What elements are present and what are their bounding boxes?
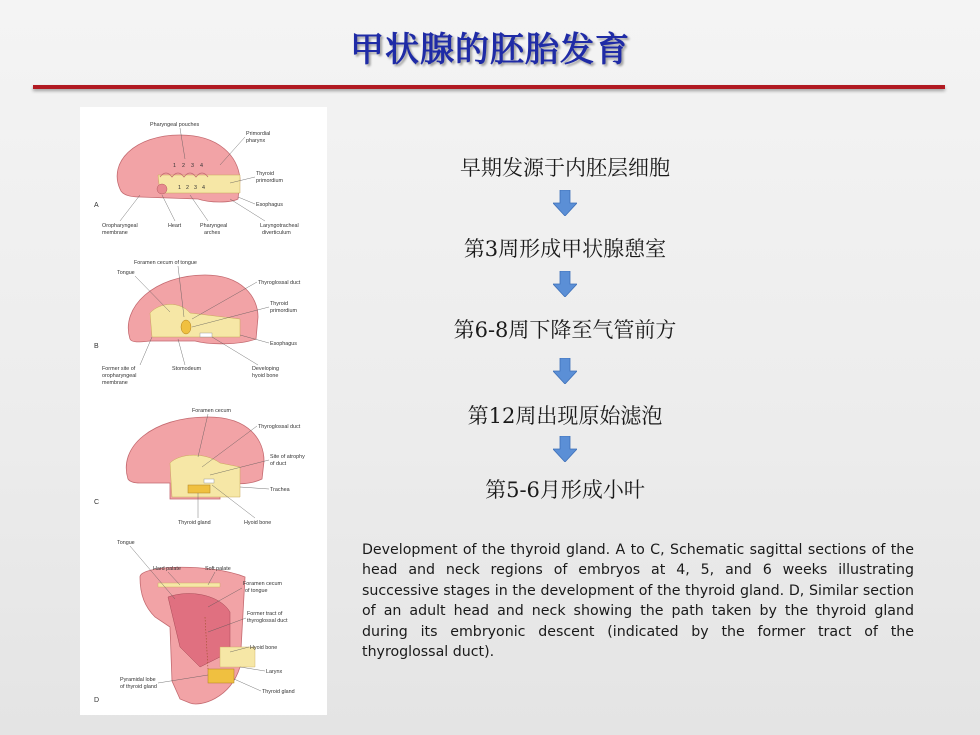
panel-b xyxy=(94,260,301,386)
svg-text:1: 1 xyxy=(173,163,176,169)
svg-text:oropharyngeal: oropharyngeal xyxy=(102,373,137,379)
svg-text:Pharyngeal pouches: Pharyngeal pouches xyxy=(150,122,200,128)
svg-text:Soft palate: Soft palate xyxy=(205,566,231,572)
svg-text:primordium: primordium xyxy=(256,178,283,184)
svg-text:pharynx: pharynx xyxy=(246,138,266,144)
flow-step-1: 早期发源于内胚层细胞 xyxy=(460,156,670,180)
svg-text:Tongue: Tongue xyxy=(117,540,135,546)
panel-a xyxy=(94,122,299,236)
panel-c-letter: C xyxy=(94,499,100,506)
figure-caption: Development of the thyroid gland. A to C, Schematic sagittal sections of the head and neck regions of embryos at 4, 5, and 6 weeks illustrating successive stages in the development of the thyroid gland. D, Similar section of an adult head and neck showing the path taken by the thyroid gland during its embryonic descent (indicated by the former tract of the thyroglossal duct). xyxy=(362,542,914,661)
flow-step-2: 第3周形成甲状腺憩室 xyxy=(463,237,667,261)
panel-d xyxy=(94,540,295,704)
svg-text:of tongue: of tongue xyxy=(245,588,268,594)
flow-step-3: 第6-8周下降至气管前方 xyxy=(453,318,677,342)
svg-text:membrane: membrane xyxy=(102,230,128,236)
svg-text:Trachea: Trachea xyxy=(270,487,290,493)
svg-text:Pyramidal lobe: Pyramidal lobe xyxy=(120,677,156,683)
svg-text:Thyroid: Thyroid xyxy=(270,301,288,307)
panel-d-letter: D xyxy=(94,697,100,704)
flow-step-5: 第5-6月形成小叶 xyxy=(485,478,645,502)
title-divider xyxy=(33,85,945,89)
svg-text:2: 2 xyxy=(182,163,185,169)
svg-text:of duct: of duct xyxy=(270,461,287,467)
svg-text:Former site of: Former site of xyxy=(102,366,136,372)
svg-text:Developing: Developing xyxy=(252,366,279,372)
down-arrow-icon xyxy=(553,436,577,462)
svg-text:Thyroid: Thyroid xyxy=(256,171,274,177)
svg-text:Thyroid gland: Thyroid gland xyxy=(262,689,295,695)
down-arrow-icon xyxy=(553,358,577,384)
svg-text:1: 1 xyxy=(178,185,181,191)
svg-text:Larynx: Larynx xyxy=(266,669,283,675)
panel-b-letter: B xyxy=(94,343,99,350)
svg-text:primordium: primordium xyxy=(270,308,297,314)
svg-text:Foramen cecum: Foramen cecum xyxy=(243,581,282,587)
svg-text:3: 3 xyxy=(194,185,197,191)
svg-text:Laryngotracheal: Laryngotracheal xyxy=(260,223,299,229)
down-arrow-icon xyxy=(553,190,577,216)
svg-text:2: 2 xyxy=(186,185,189,191)
slide-title: 甲状腺的胚胎发育 xyxy=(350,30,630,70)
svg-text:diverticulum: diverticulum xyxy=(262,230,291,236)
svg-text:Heart: Heart xyxy=(168,223,182,229)
panel-c xyxy=(94,408,305,526)
svg-text:arches: arches xyxy=(204,230,221,236)
svg-text:membrane: membrane xyxy=(102,380,128,386)
svg-text:Hard palate: Hard palate xyxy=(153,566,181,572)
svg-text:Primordial: Primordial xyxy=(246,131,271,137)
svg-text:4: 4 xyxy=(202,185,205,191)
svg-text:Thyroglossal duct: Thyroglossal duct xyxy=(258,424,301,430)
svg-text:Hyoid bone: Hyoid bone xyxy=(250,645,278,651)
svg-text:of thyroid gland: of thyroid gland xyxy=(120,684,157,690)
svg-text:Hyoid bone: Hyoid bone xyxy=(244,520,272,526)
svg-text:hyoid bone: hyoid bone xyxy=(252,373,279,379)
svg-text:Foramen cecum: Foramen cecum xyxy=(192,408,231,414)
svg-text:Oropharyngeal: Oropharyngeal xyxy=(102,223,138,229)
svg-text:Stomodeum: Stomodeum xyxy=(172,366,202,372)
svg-text:Pharyngeal: Pharyngeal xyxy=(200,223,228,229)
svg-text:Site of atrophy: Site of atrophy xyxy=(270,454,305,460)
thyroid-development-figure xyxy=(80,107,327,715)
svg-text:Esophagus: Esophagus xyxy=(270,341,297,347)
svg-text:4: 4 xyxy=(200,163,203,169)
svg-text:Thyroglossal duct: Thyroglossal duct xyxy=(258,280,301,286)
svg-text:Esophagus: Esophagus xyxy=(256,202,283,208)
svg-text:thyroglossal duct: thyroglossal duct xyxy=(247,618,288,624)
panel-a-letter: A xyxy=(94,202,99,209)
svg-text:Thyroid gland: Thyroid gland xyxy=(178,520,211,526)
svg-text:Tongue: Tongue xyxy=(117,270,135,276)
flow-step-4: 第12周出现原始滤泡 xyxy=(467,404,663,428)
svg-text:Foramen cecum of tongue: Foramen cecum of tongue xyxy=(134,260,197,266)
down-arrow-icon xyxy=(553,271,577,297)
svg-text:3: 3 xyxy=(191,163,194,169)
svg-text:Former tract of: Former tract of xyxy=(247,611,283,617)
